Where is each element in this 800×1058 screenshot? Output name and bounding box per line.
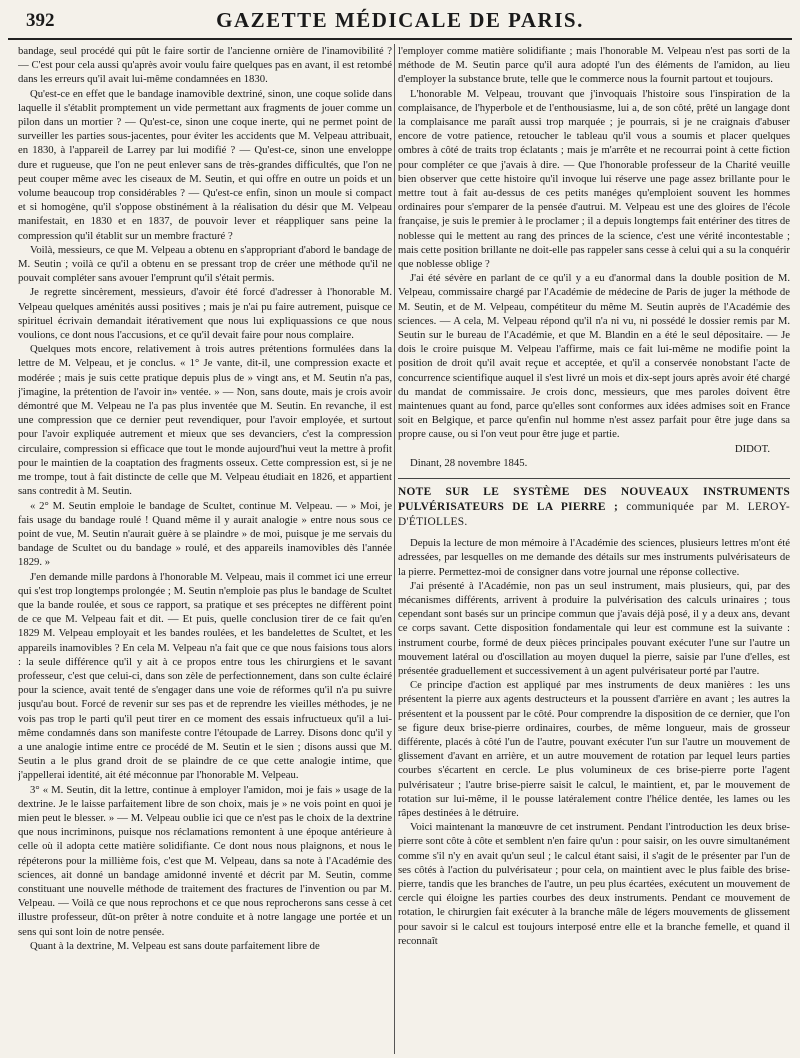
paragraph: 3° « M. Seutin, dit la lettre, continue à employer l'amidon, moi je fais » usage de la dextrine. Je le laisse parfaitement libre de son choix, mais je » ne vois point en quoi je mien peut le blesser. » — M. Velpeau oublie ici que ce n'est pas le choix de la dextrine que nous incriminons, puisque nos réclamations remontent à une époque antérieure à celle où il adopta cette matière solidifiante. Ce dont nous nous plaignons, et nous le répéterons pour la millième fois, c'est que M. Velpeau, dans sa note à l'Académie des sciences, ait donné un bandage amidonné inventé et décrit par M. Seutin, comme constituant une nouvelle méthode de traitement des fractures de l'invention ou par M. Velpeau. — Voilà ce que nous reprochons et ce que nous reprocherons sans cesse à cet illustre professeur, dût-on prêter à notre conduite et à notre langage une portée et un sens qui sont loin de notre pensée.	[18, 783, 392, 938]
page-number: 392	[26, 10, 55, 31]
dateline: Dinant, 28 novembre 1845.	[410, 456, 528, 469]
paragraph: Qu'est-ce en effet que le bandage inamovible dextriné, sinon, une coque solide dans laquelle il s'établit promptement un vide permettant aux fragments de jouer comme un pilon dans un mortier ? — Qu'est-ce, sinon une coque inerte, qui ne permet point de surveiller les parties sous-jacentes, pour éviter les accidents que M. Velpeau attribuait, en 1830, à l'appareil de Larrey par lui modifié ? — Qu'est-ce, sinon une enveloppe dure et rugueuse, que l'on ne peut enlever sans de très-grandes difficultés, que l'on ne peut couper même avec les ciseaux de M. Seutin, et qui offre en outre un poids et un volume beaucoup trop considérables ? — Qu'est-ce enfin, sinon un moule si compact et si homogène, qu'il s'oppose obstinément à la réalisation du désir que M. Velpeau manifestait, en 1830 et en 1837, de pouvoir lever et réappliquer sans peine la compression qu'il établit sur un membre fracturé ?	[18, 87, 392, 242]
page-header	[8, 4, 792, 40]
signature: DIDOT.	[734, 442, 770, 455]
paragraph: Ce principe d'action est appliqué par mes instruments de deux manières : les uns présentent la pierre aux agents destructeurs et la poussent d'arrière en avant ; les autres la présentent et la poussent par le côté. Pour comprendre la disposition de ce dernier, que l'on se figure deux brise-pierre ordinaires, courbes, de même longueur, mais de grosseur différente, placés à côté l'un de l'autre, pouvant exécuter l'un sur l'autre un mouvement de glissement d'avant en arrière, et un autre mouvement de rotation par lequel leurs parties courbes s'écartent en cercle. Le plus volumineux de ces brise-pierre porte l'agent pulvérisateur ; l'autre brise-pierre saisit le calcul, le maintient, et, par le mouvement de rotation sur lui-même, il le pousse latéralement contre l'hélice dentée, les lames ou les râpes destinées à le détruire.	[398, 679, 790, 819]
paragraph: l'employer comme matière solidifiante ; mais l'honorable M. Velpeau n'est pas sorti de la méthode de M. Seutin parce qu'il aura adopté l'un des éléments de l'amidon, au lieu d'employer la substance brute, telle que le commerce nous la fournit partout et toujours.	[398, 45, 790, 86]
paragraph: J'ai présenté à l'Académie, non pas un seul instrument, mais plusieurs, qui, par des mécanismes différents, arrivent à produire la pulvérisation des calculs urinaires ; tous cependant sont basés sur un principe commun que j'avais déjà posé, il y a deux ans, devant ce corps savant. Cette disposition fondamentale qui leur est commune est la suivante : instrument courbe, formé de deux pièces principales pouvant exécuter l'une sur l'autre un mouvement latéral ou d'oscillation au moyen duquel la pierre, saisie par l'une d'elles, est présentée graduellement et successivement à un agent pulvérisateur porté par l'autre.	[398, 579, 790, 677]
right-column	[398, 44, 790, 1054]
paragraph: J'ai été sévère en parlant de ce qu'il y a eu d'anormal dans la double position de M. Velpeau, commissaire chargé par l'Académie de médecine de Paris de juger la méthode de M. Seutin, et de M. Velpeau, compétiteur du même M. Seutin auprès de l'Académie des sciences. — A cela, M. Velpeau répond qu'il n'a ni vu, ni possédé le dossier remis par M. Seutin sur le bureau de l'Académie, et que M. Blandin en a été le seul dépositaire. — Je dois le croire puisque M. Velpeau l'affirme, mais ce fait lui-même ne modifie point la position de droit qu'il avait reçue et acceptée, et qu'il a conservée nonobstant l'acte de concurrence scientifique auquel il s'est livré un mois et dix-sept jours après avoir été chargé du mandat de commissaire. Je crois donc, messieurs, que mes paroles doivent être maintenues quant au fond, parce qu'elles sont conformes aux idées admises soit en France soit en Belgique, et parce qu'enfin nul homme n'est assez parfait pour être juge dans sa propre cause, ou si l'on veut pour être juge et partie.	[398, 272, 790, 441]
paragraph: J'en demande mille pardons à l'honorable M. Velpeau, mais il commet ici une erreur qui s'est trop longtemps prolongée ; M. Seutin n'emploie pas plus le bandage de Scultet que la bande roulée, et sous ce rapport, sa pratique et ses préceptes ne diffèrent point de ce que M. Velpeau fait et dit. — Et puis, quelle conclusion tirer de ce fait qu'en 1829 M. Velpeau employait et les bandes roulées, et les bandelettes de Scultet, et les appareils inamovibles ? En cela M. Velpeau n'a fait que ce que nous faisions tous alors : la seule différence qu'il y ait à ce propos entre tous les chirurgiens et le savant professeur, c'est que celui-ci, dans son zèle de perfectionnement, dans son culte éclairé pour la science, avait tenté de s'engager dans une voie de réformes qu'il n'a pu suivre jusqu'au bout. Forcé de revenir sur ses pas et de reprendre les vieilles méthodes, je ne vois pas trop le parti qu'il peut tirer en ce moment des essais infructueux qu'il a lui-même condamnés dans son manifeste contre l'étoupade de Larrey. Disons donc qu'il y a une analogie intime entre ce procédé de M. Seutin et le sien ; disons aussi que M. Seutin a le plus grand droit de se plaindre de ce que cette analogie intime, que j'appellerai identité, ait été méconnue par l'honorable M. Velpeau.	[18, 570, 392, 782]
paragraph: Depuis la lecture de mon mémoire à l'Académie des sciences, plusieurs lettres m'ont été adressées, par lesquelles on me demande des détails sur mes instruments pulvérisateurs de la pierre. Permettez-moi de consigner dans votre journal une réponse collective.	[398, 537, 790, 578]
journal-title: GAZETTE MÉDICALE DE PARIS.	[216, 8, 584, 32]
left-column	[18, 44, 392, 1054]
section-rule	[398, 478, 790, 479]
paragraph: bandage, seul procédé qui pût le faire sortir de l'ancienne ornière de l'inamovibilité ? — C'est pour cela aussi qu'après avoir voulu faire quelques pas en avant, il est retombé dans les erreurs qu'il avait lui-même condamnées en 1830.	[18, 45, 392, 86]
paragraph: Voici maintenant la manœuvre de cet instrument. Pendant l'introduction les deux brise-pierre sont côte à côte et semblent n'en faire qu'un : pour saisir, on les ouvre simultanément comme s'il n'y en avait qu'un seul ; le calcul étant saisi, il s'agit de le présenter par l'un de ses côtés à l'action du pulvérisateur ; pour cela, on maintient avec le plus faible des brise-pierre, tandis que les branches de l'autre, un peu plus écartées, exécutent un mouvement de cercle qui éloigne les parties courbes des deux instruments. Pendant ce mouvement de rotation, le chirurgien fait exécuter à la branche mâle de légers mouvements de glissement pour savoir si le calcul est toujours interposé entre elle et la branche femelle, et quand il reconnaît	[398, 821, 790, 947]
column-divider	[394, 44, 395, 1054]
paragraph: Je regrette sincèrement, messieurs, d'avoir été forcé d'adresser à l'honorable M. Velpeau quelques aménités aussi positives ; mais je n'ai pu faire autrement, puisque ce spirituel écrivain demandait itérativement que nous lui expliquassions ce que nous voulions, ce dont nous l'accusions, et ce qu'il devait faire pour nous complaire.	[18, 286, 392, 342]
paragraph: L'honorable M. Velpeau, trouvant que j'invoquais l'histoire sous l'inspiration de la complaisance, de l'hyperbole et de l'enthousiasme, lui a, de son côté, prêté un langage dont la complaisance me paraît aussi trop marquée ; je pourrais, si je ne craignais d'abuser encore de votre patience, retoucher le tableau qu'il vous a soumis et placer quelques ombres à côté de traits trop éclatants ; mais je m'arrête et ne recourrai point à cette fiction pour compléter ce que j'avais à dire. — Que l'honorable professeur de la Charité veuille bien observer que cette histoire qu'il invoque lui réserve une page assez brillante pour le mettre tout à fait au-dessus de ces petits manéges qu'emploient souvent les hommes ordinaires pour s'emparer de la pensée d'autrui. M. Velpeau est une des gloires de l'école française, je suis le premier à le proclamer ; il a depuis longtemps fait entériner des titres de noblesse qui le mettent au rang des princes de la science, c'est une vérité incontestable ; mais cette position brillante ne doit-elle pas rappeler sans cesse à celui qui a su la conquérir que noblesse oblige ?	[398, 87, 790, 271]
paragraph: Quant à la dextrine, M. Velpeau est sans doute parfaitement libre de	[30, 939, 320, 952]
article-title-caps: NOTE SUR LE SYSTÈME DES NOUVEAUX INSTRUMENTS PULVÉRISATEURS DE LA PIERRE ;	[398, 486, 790, 514]
paragraph: Quelques mots encore, relativement à trois autres prétentions formulées dans la lettre de M. Velpeau, et je conclus. « 1° Je vante, dit-il, une compression exacte et modérée ; mais je suis cette pratique depuis plus de » vingt ans, et M. Seutin n'a pas, j'imagine, la prétention de l'avoir in» ventée. » — Non, sans doute, mais je crois avoir démontré que M. Velpeau ne l'a pas plus inventée que M. Seutin. En revanche, il est une compression que ce dernier peut revendiquer, pour l'avoir employée, et surtout pour l'avoir expliquée autrement et mieux que ses devanciers, c'est la compression circulaire, compression si efficace que tout le monde aujourd'hui veut la mettre à profit pour le maintien de la coaptation des fragments osseux. Cette compression est, si je ne me trompe, tout à fait distincte de celle que M. Velpeau étudiait en 1826, et appartient sans contredit à M. Seutin.	[18, 343, 392, 498]
article-title-author: communiquée par M. LEROY-D'ÉTIOLLES.	[398, 501, 790, 529]
paragraph: « 2° M. Seutin emploie le bandage de Scultet, continue M. Velpeau. — » Moi, je fais usage du bandage roulé ! Quand même il y aurait analogie » entre nous sous ce point de vue, M. Seutin n'aurait guère à se plaindre » de moi, puisque je me servais du bandage de Scultet ou du bandage » roulé, et des appareils inamovibles dès l'année 1829. »	[18, 499, 392, 569]
article-title	[398, 485, 790, 530]
paragraph: Voilà, messieurs, ce que M. Velpeau a obtenu en s'appropriant d'abord le bandage de M. Seutin ; voilà ce qu'il a obtenu en se pressant trop de créer une méthode qu'il ne pouvait compléter sans avouer l'emprunt qu'il s'était permis.	[18, 243, 392, 285]
